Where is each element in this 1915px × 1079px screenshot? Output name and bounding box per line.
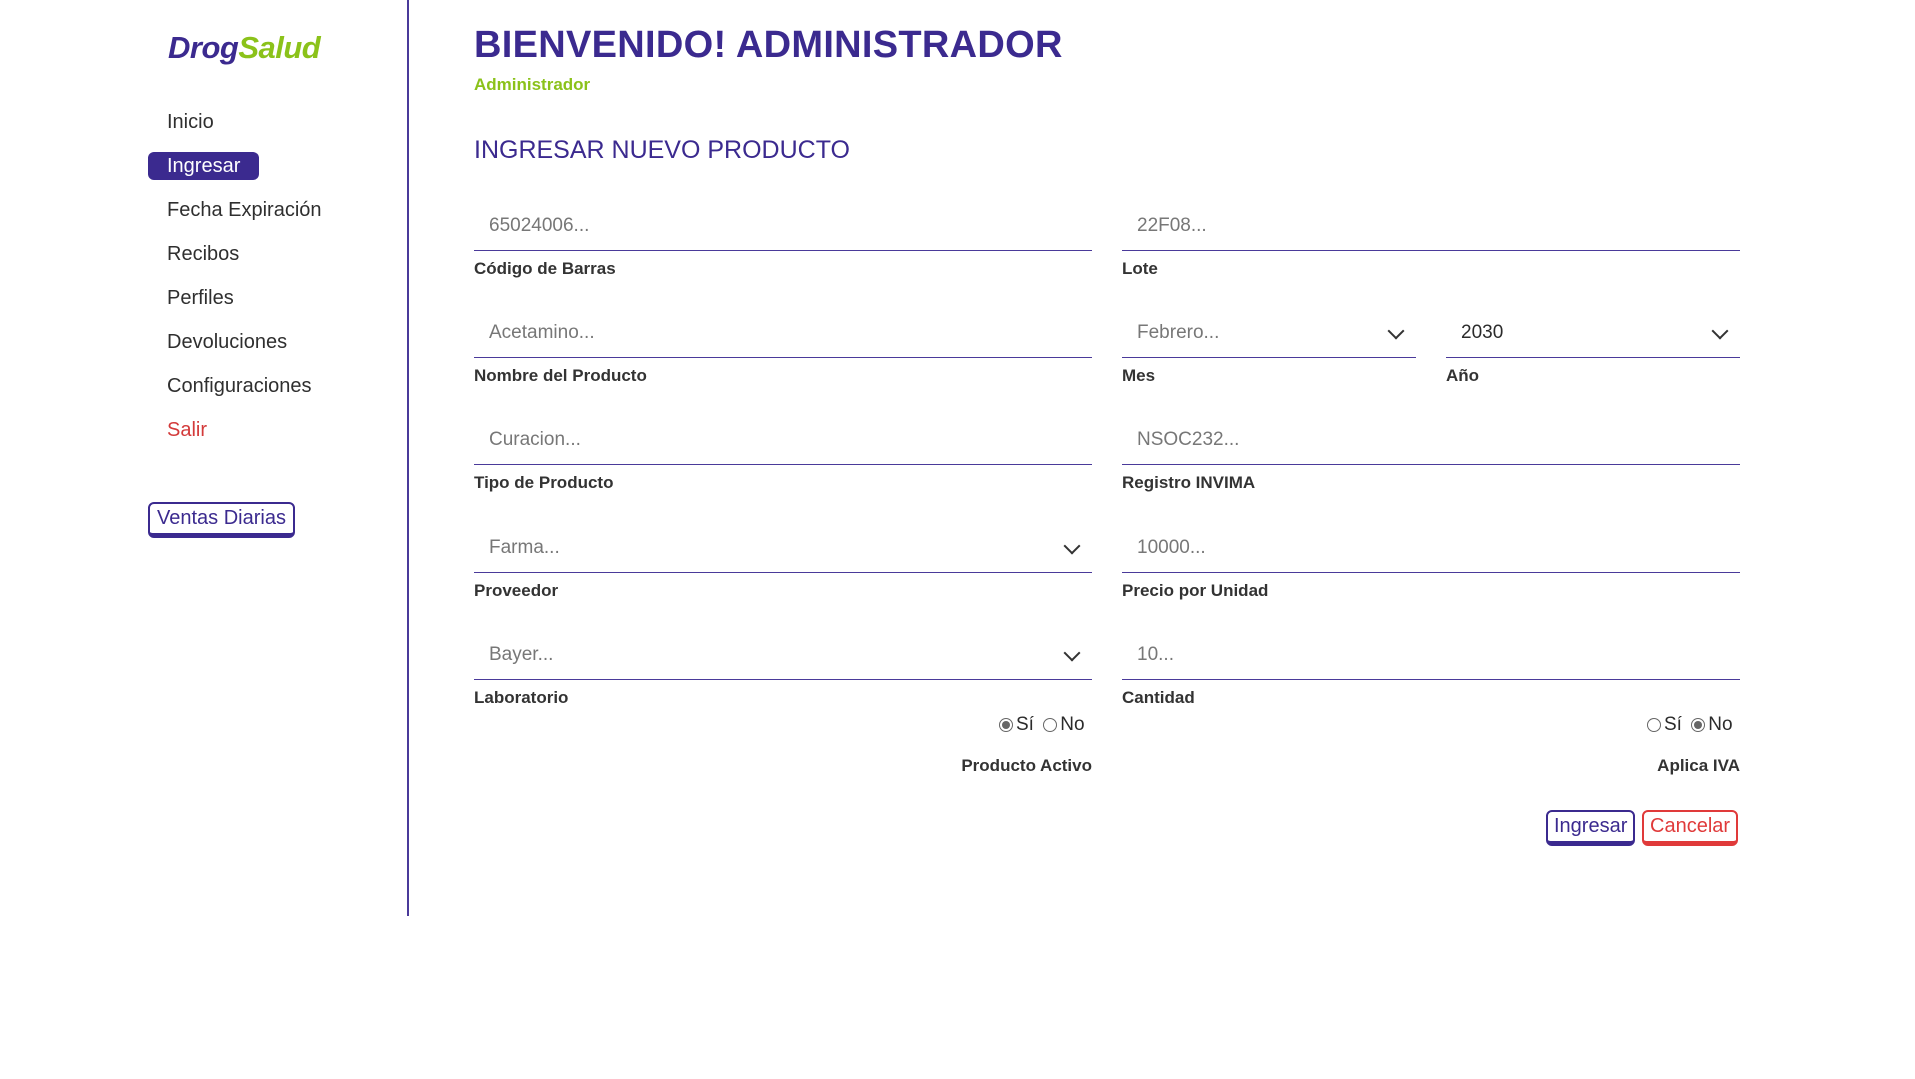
active-label: Producto Activo bbox=[961, 756, 1092, 775]
month-field bbox=[1122, 310, 1416, 386]
submit-button[interactable]: Ingresar bbox=[1546, 810, 1635, 846]
unit-price-label: Precio por Unidad bbox=[1122, 581, 1269, 600]
laboratory-field bbox=[474, 632, 1092, 708]
cancel-button[interactable]: Cancelar bbox=[1642, 810, 1738, 846]
daily-sales-button[interactable]: Ventas Diarias bbox=[148, 502, 295, 538]
iva-radio-group bbox=[1647, 714, 1737, 736]
supplier-select-value: Farma... bbox=[489, 537, 560, 558]
barcode-input[interactable] bbox=[474, 203, 1092, 249]
iva-yes-label: Sí bbox=[1664, 714, 1682, 735]
invima-input[interactable] bbox=[1122, 417, 1740, 463]
logo-part-1: Drog bbox=[168, 30, 239, 65]
sidebar-item-devoluciones[interactable]: Devoluciones bbox=[167, 331, 288, 353]
month-select-value: Febrero... bbox=[1137, 322, 1220, 343]
logo[interactable] bbox=[168, 30, 320, 66]
active-no-label: No bbox=[1060, 714, 1085, 735]
unit-price-field bbox=[1122, 525, 1740, 601]
invima-label: Registro INVIMA bbox=[1122, 473, 1256, 492]
sidebar-item-recibos[interactable]: Recibos bbox=[167, 243, 240, 265]
laboratory-label: Laboratorio bbox=[474, 688, 569, 707]
quantity-input[interactable] bbox=[1122, 632, 1740, 678]
laboratory-select-value: Bayer... bbox=[489, 644, 554, 665]
year-label: Año bbox=[1446, 366, 1480, 385]
supplier-select[interactable] bbox=[474, 525, 1092, 573]
sidebar-nav bbox=[148, 100, 388, 452]
active-radio-group bbox=[999, 714, 1089, 736]
year-select[interactable] bbox=[1446, 310, 1740, 358]
quantity-field bbox=[1122, 632, 1740, 708]
product-name-field bbox=[474, 310, 1092, 386]
product-type-label: Tipo de Producto bbox=[474, 473, 614, 492]
product-name-input[interactable] bbox=[474, 310, 1092, 356]
iva-label: Aplica IVA bbox=[1657, 756, 1740, 775]
month-select[interactable] bbox=[1122, 310, 1416, 358]
logo-part-2: Salud bbox=[238, 30, 321, 65]
sidebar bbox=[0, 0, 409, 916]
lot-input[interactable] bbox=[1122, 203, 1740, 249]
lot-label: Lote bbox=[1122, 259, 1158, 278]
month-label: Mes bbox=[1122, 366, 1156, 385]
user-role: Administrador bbox=[474, 75, 591, 94]
invima-field bbox=[1122, 417, 1740, 493]
sidebar-item-ingresar[interactable]: Ingresar bbox=[148, 144, 388, 188]
supplier-field bbox=[474, 525, 1092, 601]
active-yes-radio[interactable] bbox=[999, 718, 1013, 732]
active-no-radio[interactable] bbox=[1043, 718, 1057, 732]
iva-no-label: No bbox=[1708, 714, 1733, 735]
sidebar-item-configuraciones[interactable]: Configuraciones bbox=[167, 375, 312, 397]
page-title: BIENVENIDO! ADMINISTRADOR bbox=[474, 24, 1063, 66]
iva-yes-radio[interactable] bbox=[1647, 718, 1661, 732]
product-type-input[interactable] bbox=[474, 417, 1092, 463]
product-type-field bbox=[474, 417, 1092, 493]
unit-price-input[interactable] bbox=[1122, 525, 1740, 571]
sidebar-item-salir[interactable]: Salir bbox=[167, 419, 208, 441]
section-title: INGRESAR NUEVO PRODUCTO bbox=[474, 136, 850, 164]
quantity-label: Cantidad bbox=[1122, 688, 1195, 707]
year-field bbox=[1446, 310, 1740, 386]
product-name-label: Nombre del Producto bbox=[474, 366, 647, 385]
laboratory-select[interactable] bbox=[474, 632, 1092, 680]
iva-no-radio[interactable] bbox=[1691, 718, 1705, 732]
active-yes-label: Sí bbox=[1016, 714, 1034, 735]
year-select-value: 2030 bbox=[1461, 322, 1504, 343]
sidebar-item-inicio[interactable]: Inicio bbox=[167, 111, 214, 133]
sidebar-item-fecha-expiracion[interactable]: Fecha Expiración bbox=[167, 199, 322, 221]
barcode-label: Código de Barras bbox=[474, 259, 616, 278]
lot-field bbox=[1122, 203, 1740, 279]
supplier-label: Proveedor bbox=[474, 581, 559, 600]
barcode-field bbox=[474, 203, 1092, 279]
sidebar-item-perfiles[interactable]: Perfiles bbox=[167, 287, 234, 309]
